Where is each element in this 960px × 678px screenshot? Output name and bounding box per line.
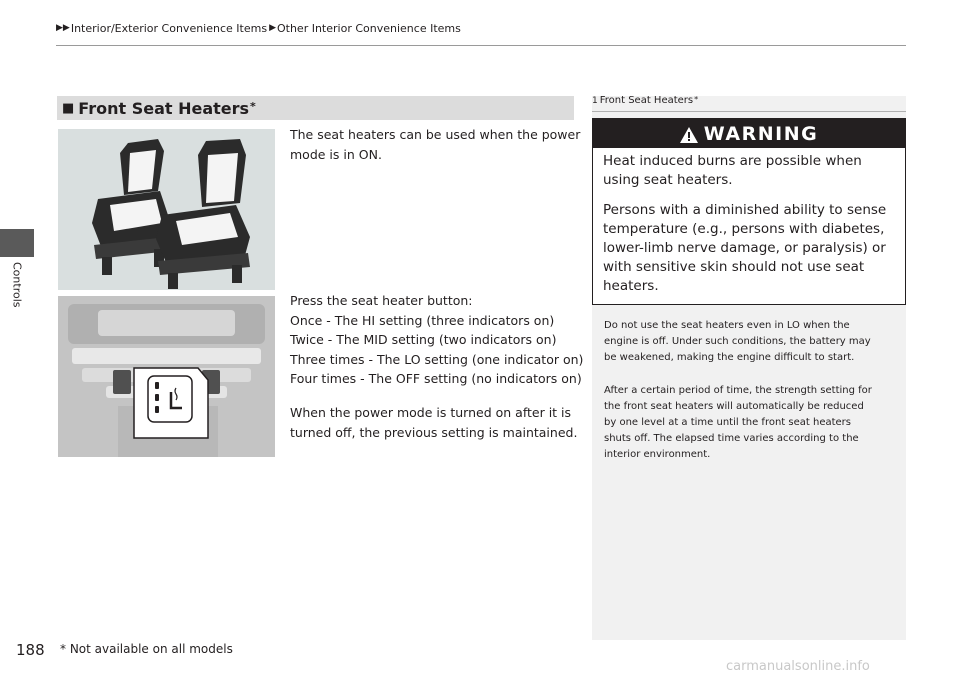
watermark: carmanualsonline.info bbox=[726, 659, 870, 674]
section-title-text: Front Seat Heaters bbox=[78, 98, 250, 118]
note-heading bbox=[592, 95, 698, 106]
memory-line-1: When the power mode is turned on after it is bbox=[290, 405, 572, 420]
intro-paragraph bbox=[290, 125, 580, 164]
warning-triangle-icon bbox=[680, 126, 698, 142]
section-marker: ■ bbox=[62, 100, 75, 116]
warning-header bbox=[593, 119, 905, 148]
warning-2-line-2: temperature (e.g., persons with diabetes, bbox=[603, 221, 885, 237]
warning-2-line-5: heaters. bbox=[603, 278, 659, 294]
note-2-line-2: the front seat heaters will automatically be reduced bbox=[604, 401, 864, 412]
instructions-line-2: Once - The HI setting (three indicators on) bbox=[290, 312, 555, 328]
note-2-line-1: After a certain period of time, the strength setting for bbox=[604, 385, 872, 396]
warning-text-1 bbox=[603, 152, 898, 190]
breadcrumb bbox=[56, 20, 463, 36]
warning-label: WARNING bbox=[703, 122, 819, 145]
button-instructions bbox=[290, 291, 583, 389]
section-asterisk: * bbox=[250, 99, 256, 113]
page-number: 188 bbox=[16, 641, 45, 659]
warning-text-2 bbox=[603, 201, 898, 296]
note-paragraph-1 bbox=[604, 318, 900, 366]
front-seats-illustration bbox=[58, 129, 275, 290]
arrow-right-icon: ▶▶ bbox=[56, 23, 70, 33]
warning-2-line-4: with sensitive skin should not use seat bbox=[603, 259, 865, 275]
note-2-line-3: by one level at a time until the front seat heaters bbox=[604, 417, 851, 428]
note-1-line-3: be weakened, making the engine difficult to start. bbox=[604, 352, 855, 363]
memory-paragraph bbox=[290, 403, 577, 442]
right-seat-icon bbox=[156, 139, 250, 289]
section-title bbox=[62, 97, 256, 119]
console-illustration bbox=[58, 296, 275, 457]
instructions-line-4: Three times - The LO setting (one indicator on) bbox=[290, 351, 584, 367]
warning-2-line-3: lower-limb nerve damage, or paralysis) or bbox=[603, 240, 886, 256]
instructions-line-5: Four times - The OFF setting (no indicators on) bbox=[290, 371, 582, 386]
warning-1-line-2: using seat heaters. bbox=[603, 172, 733, 188]
breadcrumb-item-interior-exterior[interactable]: Interior/Exterior Convenience Items bbox=[70, 21, 268, 35]
intro-line-2: mode is in ON. bbox=[290, 146, 382, 162]
note-paragraph-2 bbox=[604, 383, 900, 463]
instructions-line-3: Twice - The MID setting (two indicators on) bbox=[290, 332, 557, 347]
instructions-line-1: Press the seat heater button: bbox=[290, 293, 473, 308]
note-1-line-1: Do not use the seat heaters even in LO when the bbox=[604, 320, 850, 331]
note-2-line-4: shuts off. The elapsed time varies according to the bbox=[604, 433, 859, 444]
breadcrumb-item-other-interior[interactable]: Other Interior Convenience Items bbox=[276, 21, 461, 35]
note-title: Front Seat Heaters bbox=[599, 95, 694, 106]
note-2-line-5: interior environment. bbox=[604, 449, 711, 460]
header-divider bbox=[56, 45, 906, 46]
side-tab-marker bbox=[0, 229, 34, 257]
memory-line-2: turned off, the previous setting is maintained. bbox=[290, 424, 578, 440]
warning-1-line-1: Heat induced burns are possible when bbox=[603, 153, 862, 169]
left-seat-icon bbox=[92, 139, 170, 275]
note-asterisk: * bbox=[694, 95, 699, 104]
note-1-line-2: engine is off. Under such conditions, the battery may bbox=[604, 336, 871, 347]
arrow-right-icon: ▶ bbox=[269, 23, 276, 33]
note-marker: 1 bbox=[592, 95, 598, 106]
intro-line-1: The seat heaters can be used when the power bbox=[290, 127, 581, 142]
footnote: * Not available on all models bbox=[60, 642, 233, 656]
warning-2-line-1: Persons with a diminished ability to sense bbox=[603, 202, 887, 218]
side-tab-label: Controls bbox=[10, 262, 24, 308]
note-divider bbox=[592, 111, 906, 112]
